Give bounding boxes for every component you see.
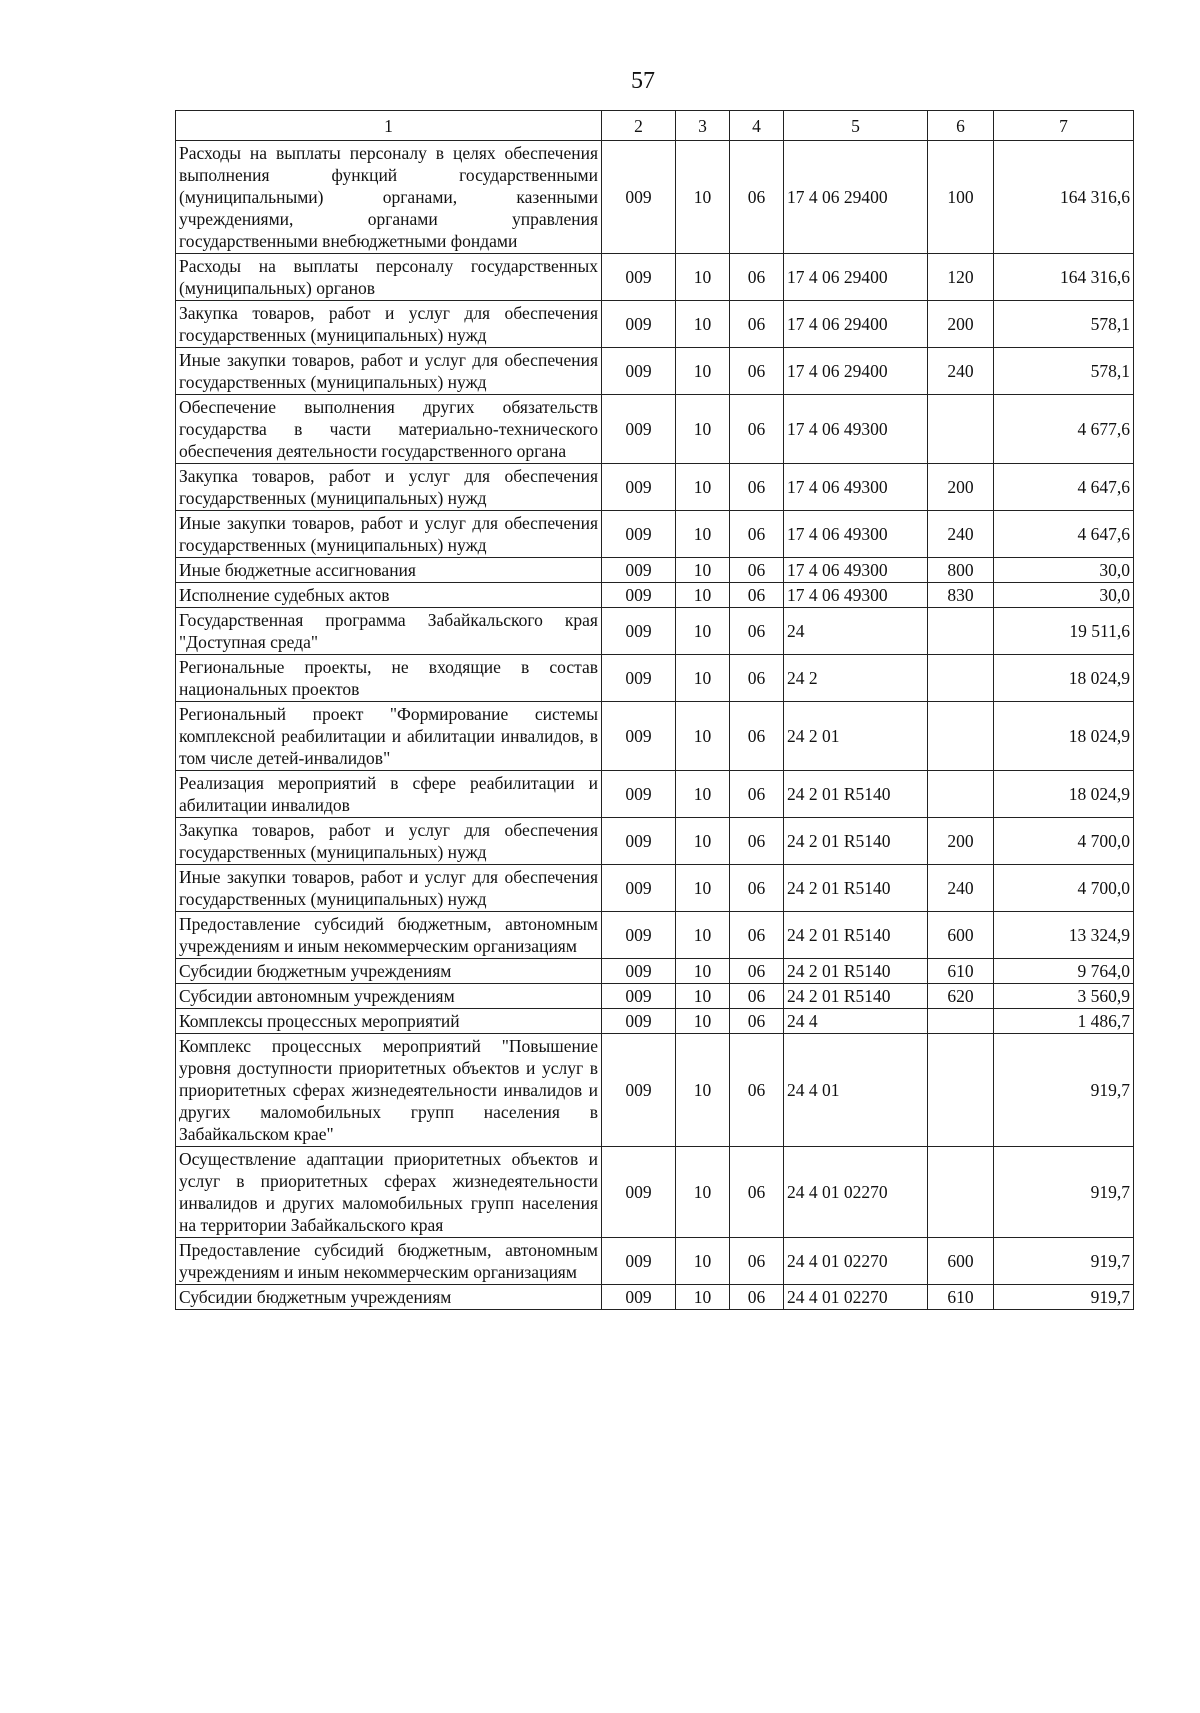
subsection-code: 06 [730, 395, 784, 464]
amount: 13 324,9 [994, 912, 1134, 959]
row-name: Комплексы процессных мероприятий [176, 1009, 602, 1034]
row-name: Осуществление адаптации приоритетных объектов и услуг в приоритетных сферах жизнедеятельности инвалидов и других маломобильных групп населения на территории Забайкальского края [176, 1147, 602, 1238]
subsection-code: 06 [730, 301, 784, 348]
target-article-code: 24 2 01 [784, 702, 928, 771]
ministry-code: 009 [602, 865, 676, 912]
expense-type-code: 200 [928, 818, 994, 865]
amount: 4 647,6 [994, 511, 1134, 558]
target-article-code: 24 2 01 R5140 [784, 771, 928, 818]
row-name: Субсидии автономным учреждениям [176, 984, 602, 1009]
subsection-code: 06 [730, 1238, 784, 1285]
amount: 3 560,9 [994, 984, 1134, 1009]
row-name: Реализация мероприятий в сфере реабилитации и абилитации инвалидов [176, 771, 602, 818]
ministry-code: 009 [602, 141, 676, 254]
expense-type-code: 610 [928, 959, 994, 984]
column-header: 5 [784, 111, 928, 141]
section-code: 10 [676, 301, 730, 348]
section-code: 10 [676, 984, 730, 1009]
budget-table [175, 110, 1134, 1310]
amount: 919,7 [994, 1238, 1134, 1285]
target-article-code: 24 2 [784, 655, 928, 702]
amount: 164 316,6 [994, 254, 1134, 301]
target-article-code: 17 4 06 29400 [784, 348, 928, 395]
subsection-code: 06 [730, 865, 784, 912]
ministry-code: 009 [602, 1147, 676, 1238]
target-article-code: 24 2 01 R5140 [784, 818, 928, 865]
page-number: 57 [631, 68, 655, 94]
table-row [176, 1147, 1134, 1238]
row-name: Региональные проекты, не входящие в состав национальных проектов [176, 655, 602, 702]
row-name: Субсидии бюджетным учреждениям [176, 959, 602, 984]
ministry-code: 009 [602, 702, 676, 771]
target-article-code: 24 4 [784, 1009, 928, 1034]
ministry-code: 009 [602, 583, 676, 608]
section-code: 10 [676, 583, 730, 608]
section-code: 10 [676, 655, 730, 702]
row-name: Предоставление субсидий бюджетным, автономным учреждениям и иным некоммерческим организациям [176, 1238, 602, 1285]
target-article-code: 24 4 01 02270 [784, 1147, 928, 1238]
table-row [176, 301, 1134, 348]
row-name: Иные бюджетные ассигнования [176, 558, 602, 583]
section-code: 10 [676, 912, 730, 959]
target-article-code: 24 2 01 R5140 [784, 959, 928, 984]
row-name: Субсидии бюджетным учреждениям [176, 1285, 602, 1310]
row-name: Расходы на выплаты персоналу в целях обеспечения выполнения функций государственными (муниципальными) органами, казенными учреждениями, органами управления государственными внебюджетными фондами [176, 141, 602, 254]
row-name: Обеспечение выполнения других обязательств государства в части материально-технического обеспечения деятельности государственного органа [176, 395, 602, 464]
ministry-code: 009 [602, 348, 676, 395]
ministry-code: 009 [602, 1034, 676, 1147]
expense-type-code [928, 655, 994, 702]
subsection-code: 06 [730, 984, 784, 1009]
amount: 18 024,9 [994, 655, 1134, 702]
section-code: 10 [676, 511, 730, 558]
table-row [176, 395, 1134, 464]
amount: 919,7 [994, 1147, 1134, 1238]
subsection-code: 06 [730, 464, 784, 511]
target-article-code: 24 2 01 R5140 [784, 912, 928, 959]
row-name: Иные закупки товаров, работ и услуг для обеспечения государственных (муниципальных) нужд [176, 511, 602, 558]
row-name: Иные закупки товаров, работ и услуг для обеспечения государственных (муниципальных) нужд [176, 348, 602, 395]
table-row [176, 912, 1134, 959]
subsection-code: 06 [730, 959, 784, 984]
expense-type-code: 600 [928, 1238, 994, 1285]
amount: 30,0 [994, 558, 1134, 583]
ministry-code: 009 [602, 558, 676, 583]
table-row [176, 865, 1134, 912]
subsection-code: 06 [730, 818, 784, 865]
ministry-code: 009 [602, 984, 676, 1009]
table-row [176, 511, 1134, 558]
expense-type-code [928, 395, 994, 464]
expense-type-code: 620 [928, 984, 994, 1009]
subsection-code: 06 [730, 608, 784, 655]
row-name: Закупка товаров, работ и услуг для обеспечения государственных (муниципальных) нужд [176, 818, 602, 865]
amount: 4 677,6 [994, 395, 1134, 464]
ministry-code: 009 [602, 912, 676, 959]
row-name: Региональный проект "Формирование системы комплексной реабилитации и абилитации инвалидов, в том числе детей-инвалидов" [176, 702, 602, 771]
table-row [176, 1238, 1134, 1285]
section-code: 10 [676, 818, 730, 865]
target-article-code: 17 4 06 49300 [784, 395, 928, 464]
section-code: 10 [676, 254, 730, 301]
table-row [176, 141, 1134, 254]
subsection-code: 06 [730, 912, 784, 959]
ministry-code: 009 [602, 254, 676, 301]
row-name: Закупка товаров, работ и услуг для обеспечения государственных (муниципальных) нужд [176, 301, 602, 348]
section-code: 10 [676, 1147, 730, 1238]
amount: 164 316,6 [994, 141, 1134, 254]
target-article-code: 24 4 01 [784, 1034, 928, 1147]
expense-type-code [928, 1147, 994, 1238]
amount: 4 700,0 [994, 818, 1134, 865]
target-article-code: 17 4 06 29400 [784, 141, 928, 254]
table-row [176, 702, 1134, 771]
amount: 919,7 [994, 1034, 1134, 1147]
expense-type-code: 600 [928, 912, 994, 959]
ministry-code: 009 [602, 959, 676, 984]
column-header: 2 [602, 111, 676, 141]
section-code: 10 [676, 608, 730, 655]
subsection-code: 06 [730, 583, 784, 608]
target-article-code: 17 4 06 49300 [784, 511, 928, 558]
table-row [176, 348, 1134, 395]
target-article-code: 24 2 01 R5140 [784, 865, 928, 912]
column-header: 7 [994, 111, 1134, 141]
ministry-code: 009 [602, 1238, 676, 1285]
target-article-code: 17 4 06 29400 [784, 254, 928, 301]
section-code: 10 [676, 865, 730, 912]
column-header: 1 [176, 111, 602, 141]
amount: 30,0 [994, 583, 1134, 608]
table-row [176, 984, 1134, 1009]
section-code: 10 [676, 1285, 730, 1310]
ministry-code: 009 [602, 1285, 676, 1310]
ministry-code: 009 [602, 301, 676, 348]
section-code: 10 [676, 702, 730, 771]
table-row [176, 1009, 1134, 1034]
column-header: 4 [730, 111, 784, 141]
expense-type-code: 100 [928, 141, 994, 254]
subsection-code: 06 [730, 511, 784, 558]
table-row [176, 1034, 1134, 1147]
row-name: Иные закупки товаров, работ и услуг для обеспечения государственных (муниципальных) нужд [176, 865, 602, 912]
table-row [176, 464, 1134, 511]
ministry-code: 009 [602, 771, 676, 818]
section-code: 10 [676, 1009, 730, 1034]
ministry-code: 009 [602, 395, 676, 464]
expense-type-code: 200 [928, 301, 994, 348]
header-row [176, 111, 1134, 141]
column-header: 6 [928, 111, 994, 141]
row-name: Расходы на выплаты персоналу государственных (муниципальных) органов [176, 254, 602, 301]
ministry-code: 009 [602, 818, 676, 865]
amount: 18 024,9 [994, 702, 1134, 771]
expense-type-code: 800 [928, 558, 994, 583]
row-name: Закупка товаров, работ и услуг для обеспечения государственных (муниципальных) нужд [176, 464, 602, 511]
section-code: 10 [676, 1238, 730, 1285]
subsection-code: 06 [730, 655, 784, 702]
target-article-code: 24 4 01 02270 [784, 1238, 928, 1285]
ministry-code: 009 [602, 511, 676, 558]
expense-type-code [928, 608, 994, 655]
table-row [176, 655, 1134, 702]
expense-type-code: 200 [928, 464, 994, 511]
target-article-code: 24 4 01 02270 [784, 1285, 928, 1310]
row-name: Государственная программа Забайкальского края "Доступная среда" [176, 608, 602, 655]
table-row [176, 608, 1134, 655]
amount: 19 511,6 [994, 608, 1134, 655]
section-code: 10 [676, 141, 730, 254]
section-code: 10 [676, 771, 730, 818]
table-row [176, 254, 1134, 301]
section-code: 10 [676, 558, 730, 583]
section-code: 10 [676, 348, 730, 395]
section-code: 10 [676, 959, 730, 984]
amount: 9 764,0 [994, 959, 1134, 984]
table-row [176, 959, 1134, 984]
expense-type-code [928, 702, 994, 771]
table-row [176, 771, 1134, 818]
amount: 4 647,6 [994, 464, 1134, 511]
subsection-code: 06 [730, 558, 784, 583]
expense-type-code [928, 771, 994, 818]
target-article-code: 17 4 06 29400 [784, 301, 928, 348]
section-code: 10 [676, 464, 730, 511]
expense-type-code: 610 [928, 1285, 994, 1310]
target-article-code: 24 2 01 R5140 [784, 984, 928, 1009]
subsection-code: 06 [730, 1009, 784, 1034]
target-article-code: 24 [784, 608, 928, 655]
row-name: Предоставление субсидий бюджетным, автономным учреждениям и иным некоммерческим организациям [176, 912, 602, 959]
subsection-code: 06 [730, 141, 784, 254]
target-article-code: 17 4 06 49300 [784, 583, 928, 608]
subsection-code: 06 [730, 254, 784, 301]
expense-type-code: 120 [928, 254, 994, 301]
subsection-code: 06 [730, 702, 784, 771]
section-code: 10 [676, 1034, 730, 1147]
table-row [176, 818, 1134, 865]
subsection-code: 06 [730, 1034, 784, 1147]
expense-type-code [928, 1009, 994, 1034]
row-name: Исполнение судебных актов [176, 583, 602, 608]
amount: 578,1 [994, 348, 1134, 395]
amount: 18 024,9 [994, 771, 1134, 818]
ministry-code: 009 [602, 608, 676, 655]
column-header: 3 [676, 111, 730, 141]
amount: 1 486,7 [994, 1009, 1134, 1034]
ministry-code: 009 [602, 1009, 676, 1034]
subsection-code: 06 [730, 1147, 784, 1238]
ministry-code: 009 [602, 464, 676, 511]
expense-type-code: 240 [928, 865, 994, 912]
row-name: Комплекс процессных мероприятий "Повышение уровня доступности приоритетных объектов и услуг в приоритетных сферах жизнедеятельности инвалидов и других маломобильных групп населения в Забайкальском крае" [176, 1034, 602, 1147]
amount: 4 700,0 [994, 865, 1134, 912]
ministry-code: 009 [602, 655, 676, 702]
expense-type-code: 240 [928, 348, 994, 395]
section-code: 10 [676, 395, 730, 464]
expense-type-code: 240 [928, 511, 994, 558]
subsection-code: 06 [730, 771, 784, 818]
expense-type-code: 830 [928, 583, 994, 608]
table-row [176, 558, 1134, 583]
amount: 578,1 [994, 301, 1134, 348]
target-article-code: 17 4 06 49300 [784, 464, 928, 511]
table-row [176, 583, 1134, 608]
expense-type-code [928, 1034, 994, 1147]
subsection-code: 06 [730, 1285, 784, 1310]
table-row [176, 1285, 1134, 1310]
amount: 919,7 [994, 1285, 1134, 1310]
subsection-code: 06 [730, 348, 784, 395]
target-article-code: 17 4 06 49300 [784, 558, 928, 583]
